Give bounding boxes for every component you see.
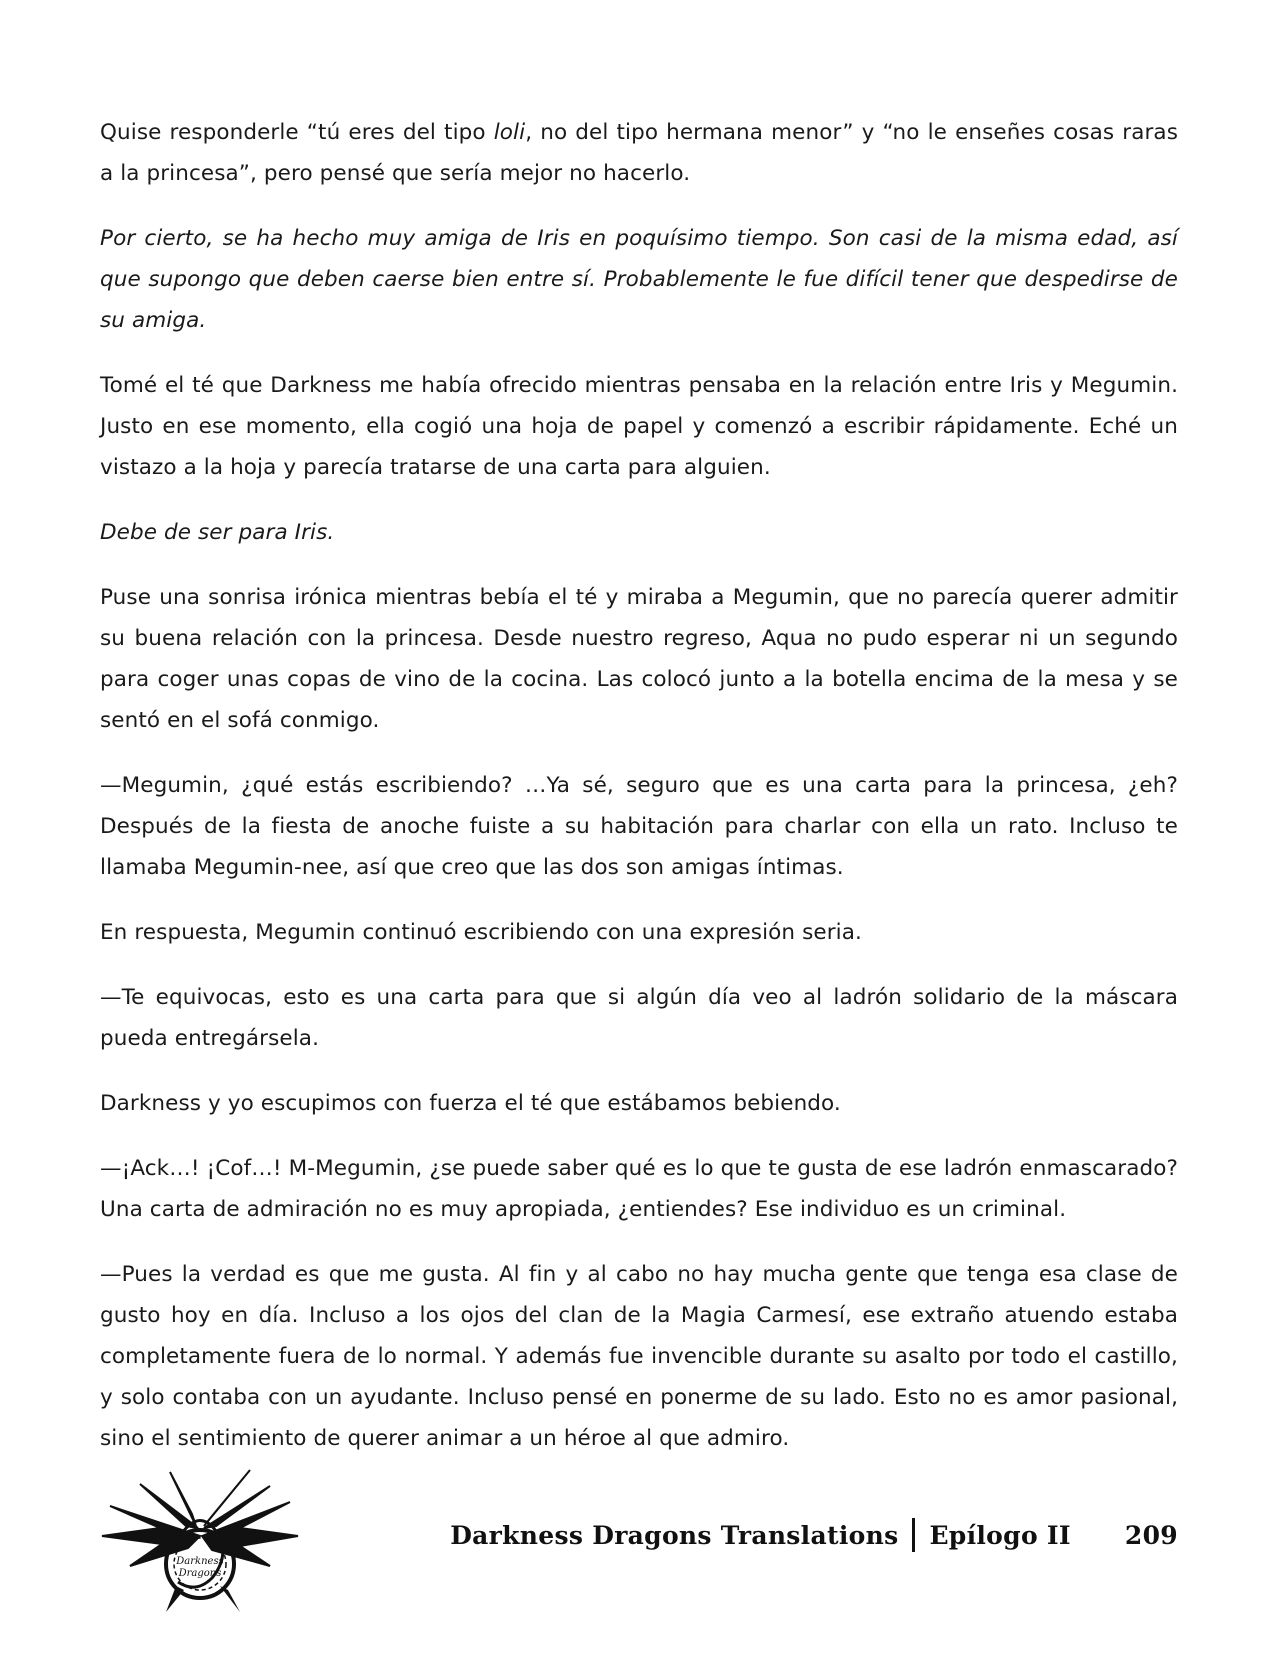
translation-credit: Darkness Dragons Translations xyxy=(450,1520,899,1550)
italic-text-segment: Por cierto, se ha hecho muy amiga de Iris en poquísimo tiempo. Son casi de la misma edad, así que supongo que deben caerse bien entre sí. Probablemente le fue difícil tener que despedirse de su amiga. xyxy=(100,226,1178,333)
footer-title xyxy=(450,1518,1178,1552)
logo-text-dragons: Dragons xyxy=(178,1568,222,1579)
text-segment: —Te equivocas, esto es una carta para que si algún día veo al ladrón solidario de la máscara pueda entregársela. xyxy=(100,985,1178,1051)
body-paragraph xyxy=(100,1083,1178,1124)
body-paragraph xyxy=(100,977,1178,1059)
page-number: 209 xyxy=(1124,1520,1178,1550)
text-segment: Tomé el té que Darkness me había ofrecido mientras pensaba en la relación entre Iris y Megumin. Justo en ese momento, ella cogió una hoja de papel y comenzó a escribir rápidamente. Eché un vistazo a la hoja y parecía tratarse de una carta para alguien. xyxy=(100,373,1178,480)
page-footer xyxy=(100,1466,1178,1616)
text-segment: —Pues la verdad es que me gusta. Al fin y al cabo no hay mucha gente que tenga esa clase de gusto hoy en día. Incluso a los ojos del clan de la Magia Carmesí, ese extraño atuendo estaba completamente fuera de lo normal. Y además fue invencible durante su asalto por todo el castillo, y solo contaba con un ayudante. Incluso pensé en ponerme de su lado. Esto no es amor pasional, sino el sentimiento de querer animar a un héroe al que admiro. xyxy=(100,1262,1178,1451)
italic-text-segment: Debe de ser para Iris. xyxy=(100,520,335,545)
body-paragraph xyxy=(100,112,1178,194)
italic-text-segment: loli xyxy=(493,120,526,145)
text-segment: , no del tipo hermana menor” y “no le enseñes cosas raras a la princesa”, pero pensé que sería mejor no hacerlo. xyxy=(100,120,1179,186)
body-paragraph xyxy=(100,765,1178,888)
text-segment: —Megumin, ¿qué estás escribiendo? …Ya sé, seguro que es una carta para la princesa, ¿eh? Después de la fiesta de anoche fuiste a su habitación para charlar con ella un rato. Incluso te llamaba Megumin-nee, así que creo que las dos son amigas íntimas. xyxy=(100,773,1178,880)
logo-text-darkness: Darkness xyxy=(176,1556,224,1567)
body-paragraph xyxy=(100,218,1178,341)
page-body xyxy=(100,112,1178,1483)
body-paragraph xyxy=(100,1254,1178,1459)
text-segment: —¡Ack…! ¡Cof…! M-Megumin, ¿se puede saber qué es lo que te gusta de ese ladrón enmascarado? Una carta de admiración no es muy apropiada, ¿entiendes? Ese individuo es un criminal. xyxy=(100,1156,1178,1222)
text-segment: Puse una sonrisa irónica mientras bebía el té y miraba a Megumin, que no parecía querer admitir su buena relación con la princesa. Desde nuestro regreso, Aqua no pudo esperar ni un segundo para coger unas copas de vino de la cocina. Las colocó junto a la botella encima de la mesa y se sentó en el sofá conmigo. xyxy=(100,585,1178,733)
text-segment: En respuesta, Megumin continuó escribiendo con una expresión seria. xyxy=(100,920,862,945)
body-paragraph xyxy=(100,577,1178,741)
text-segment: Quise responderle “tú eres del tipo xyxy=(100,120,494,145)
body-paragraph xyxy=(100,512,1178,553)
chapter-name: Epílogo II xyxy=(929,1520,1071,1550)
footer-divider xyxy=(912,1518,915,1552)
body-paragraph xyxy=(100,1148,1178,1230)
text-segment: Darkness y yo escupimos con fuerza el té que estábamos bebiendo. xyxy=(100,1091,841,1116)
body-paragraph xyxy=(100,365,1178,488)
body-paragraph xyxy=(100,912,1178,953)
dragon-logo-icon xyxy=(100,1466,300,1616)
